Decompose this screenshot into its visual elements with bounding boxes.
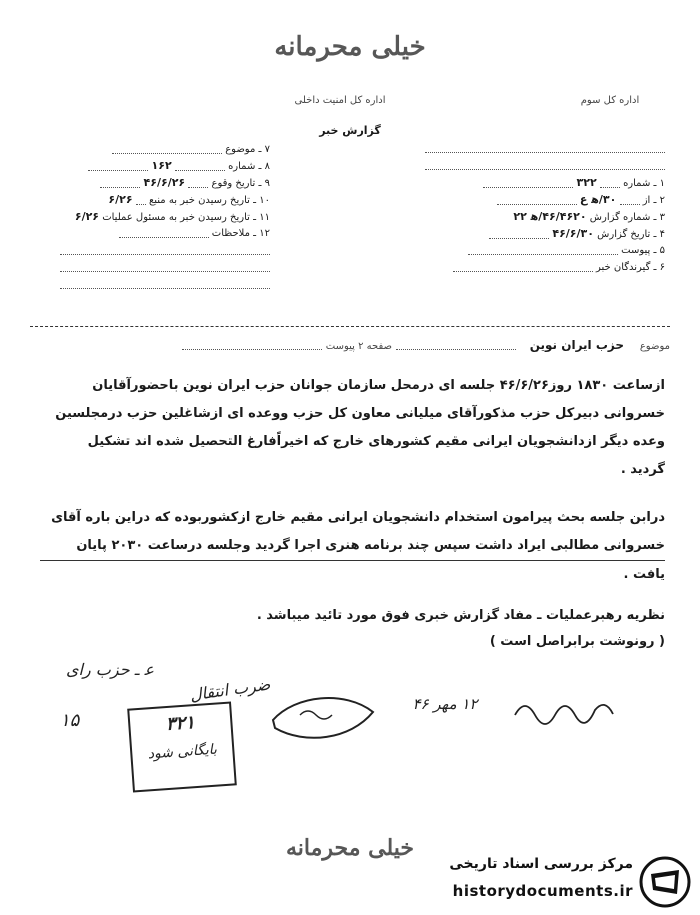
separator xyxy=(30,326,670,327)
handwritten-date: ۱۲ مهر ۴۶ xyxy=(412,695,478,713)
field-row: ۵ ـ پیوست xyxy=(400,242,665,259)
section-left-heading: اداره کل امنیت داخلی xyxy=(294,95,386,106)
body-line: ازساعت ۱۸۳۰ روز۴۶/۶/۲۶ جلسه ای درمحل سازمان جوانان حزب ایران نوین باحضورآقایان xyxy=(92,378,665,393)
field-row: ۱۰ ـ تاریخ رسیدن خبر به منبع ۶/۲۶ xyxy=(108,193,270,206)
body-line: وعده دیگر ازدانشجویان ایرانی مقیم کشورهای خارج که اخیراًفارغ التحصیل شده اند تشکیل xyxy=(87,434,665,449)
field-row: ۷ ـ موضوع xyxy=(30,140,270,157)
field-row: ۸ ـ شماره ۱۶۲ xyxy=(30,157,270,174)
subject-line xyxy=(30,338,670,352)
right-fields xyxy=(400,140,665,276)
handwritten-note-top-left: ع‍ ـ حزب رای xyxy=(66,660,154,679)
field-row: ۱ ـ شماره ۳۲۲ xyxy=(400,174,665,191)
handwritten-marks: ۱۵ xyxy=(60,710,80,731)
handwritten-transfer-note: ضرب انتقال xyxy=(188,674,272,705)
archive-box xyxy=(127,701,237,792)
signature-icon xyxy=(265,690,380,750)
field-row: ۶ ـ گیرندگان خبر xyxy=(400,259,665,276)
field-row-blank xyxy=(400,140,665,157)
subject-label: موضوع xyxy=(639,341,670,352)
signature-scribble-icon xyxy=(510,690,620,730)
field-row-blank xyxy=(30,276,270,293)
field-row: ۹ ـ تاریخ وقوع ۴۶/۶/۲۶ xyxy=(30,174,270,191)
classification-stamp: خیلی محرمانه xyxy=(274,32,426,62)
field-row: ۴ ـ تاریخ گزارش ۴۶/۶/۳۰ xyxy=(400,225,665,242)
body-line: درابن جلسه بحث پیرامون استخدام دانشجویان ایرانی مقیم خارج ازکشوربوده که دراین باره آقای xyxy=(51,510,665,525)
copy-note: ( رونوشت برابراصل است ) xyxy=(489,634,665,649)
field-row-blank xyxy=(400,157,665,174)
archive-logo-icon xyxy=(639,856,691,908)
body-line: گردید . xyxy=(620,462,665,477)
archive-note: بایگانی شود xyxy=(147,741,218,763)
subject-value: حزب ایران نوین xyxy=(529,338,625,352)
page-label: صفحه ۲ پیوست xyxy=(325,341,393,352)
report-body xyxy=(40,372,665,655)
report-title: گزارش خبر xyxy=(319,124,381,137)
field-row: ۳ ـ شماره گزارش ۴۶/۴۶۲۰/ه‍ ۲۲ xyxy=(513,210,665,223)
archive-number: ۳۲۱ xyxy=(165,712,196,736)
field-row-blank xyxy=(30,259,270,276)
watermark xyxy=(420,850,695,912)
body-line: خسروانی دبیرکل حزب مذکورآقای میلیانی معاون کل حزب ووعده ای ازشاغلین حزب درمجلسین xyxy=(55,406,665,421)
field-row: ۱۱ ـ تاریخ رسیدن خبر به مسئول عملیات ۶/۲۶ xyxy=(74,210,270,223)
body-line: خسروانی مطالبی ایراد داشت سپس چند برنامه هنری اجرا گردید وجلسه درساعت ۲۰۳۰ پایان xyxy=(40,532,665,561)
watermark-url: historydocuments.ir xyxy=(452,882,633,900)
field-row-blank xyxy=(30,242,270,259)
section-right-heading: اداره کل سوم xyxy=(580,95,640,106)
classification-stamp-bottom: خیلی محرمانه xyxy=(285,835,415,861)
left-fields xyxy=(30,140,270,293)
operations-opinion: نظریه رهبرعملیات ـ مفاد گزارش خبری فوق مورد تائید میباشد . xyxy=(256,608,665,623)
watermark-name: مرکز بررسی اسناد تاریخی xyxy=(449,856,633,872)
field-row: ۲ ـ از ۳۰/ه‍ ع xyxy=(400,191,665,208)
body-line: یافت . xyxy=(623,567,665,582)
field-row: ۱۲ ـ ملاحظات xyxy=(30,225,270,242)
